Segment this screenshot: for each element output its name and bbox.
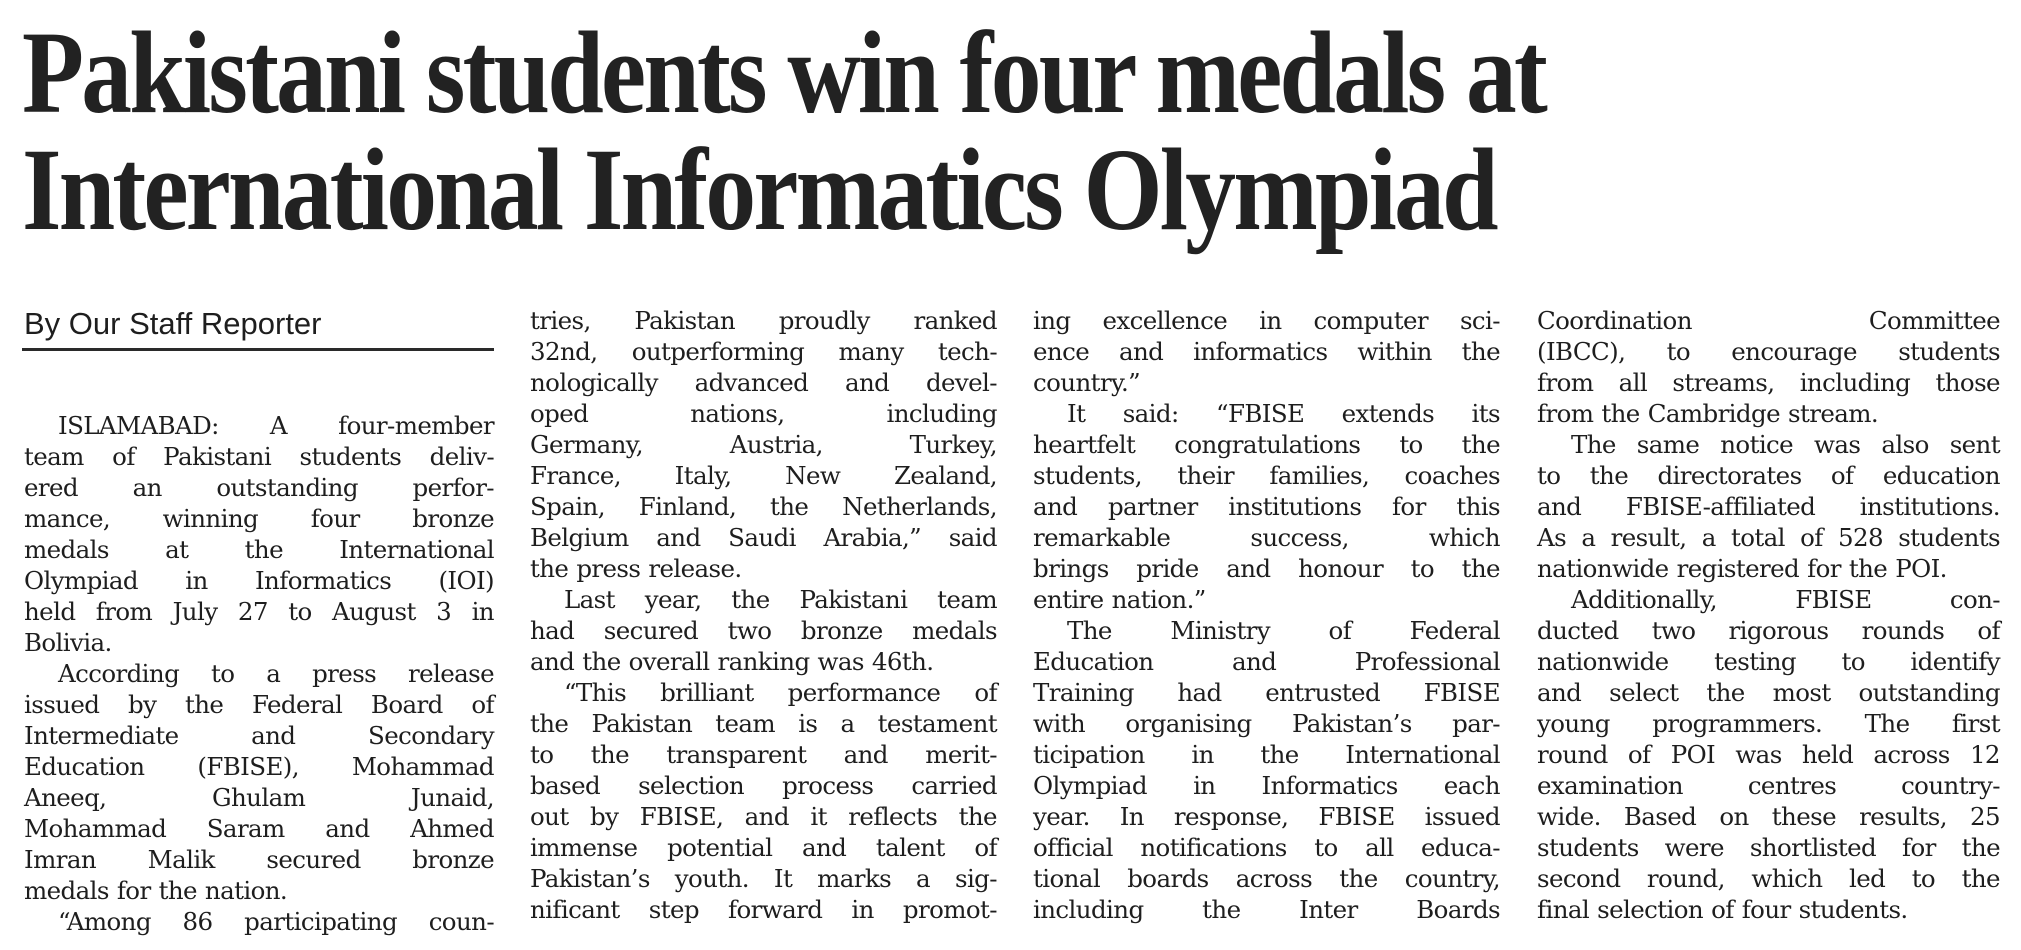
text-line: ing excellence in computer sci- <box>1033 306 1500 335</box>
byline-divider <box>22 348 494 351</box>
text-line: country.” <box>1033 368 1141 397</box>
text-line: round of POI was held across 12 <box>1537 740 2000 769</box>
text-line: Olympiad in Informatics each <box>1033 771 1500 800</box>
text-line: students, their families, coaches <box>1033 461 1500 490</box>
text-line: nificant step forward in promot- <box>530 895 997 924</box>
text-line: “This brilliant performance of <box>564 678 997 707</box>
byline: By Our Staff Reporter <box>24 306 322 341</box>
text-line: The same notice was also sent <box>1571 430 2000 459</box>
text-line: Spain, Finland, the Netherlands, <box>530 492 997 521</box>
text-line: medals for the nation. <box>24 876 288 905</box>
text-line: from all streams, including those <box>1537 368 2000 397</box>
text-line: As a result, a total of 528 students <box>1537 523 2000 552</box>
text-line: Education (FBISE), Mohammad <box>24 752 494 781</box>
text-line: with organising Pakistan’s par- <box>1033 709 1500 738</box>
text-line: It said: “FBISE extends its <box>1067 399 1500 428</box>
text-line: tional boards across the country, <box>1033 864 1500 893</box>
text-line: mance, winning four bronze <box>24 504 494 533</box>
text-line: and select the most outstanding <box>1537 678 2000 707</box>
text-line: to the directorates of education <box>1537 461 2000 490</box>
text-line: Olympiad in Informatics (IOI) <box>24 566 494 595</box>
text-line: second round, which led to the <box>1537 864 2000 893</box>
text-line: and partner institutions for this <box>1033 492 1500 521</box>
text-line: Pakistan’s youth. It marks a sig- <box>530 864 997 893</box>
text-line: entire nation.” <box>1033 585 1206 614</box>
text-line: Aneeq, Ghulam Junaid, <box>24 783 494 812</box>
text-line: remarkable success, which <box>1033 523 1500 552</box>
text-line: 32nd, outperforming many tech- <box>530 337 997 366</box>
text-line: and the overall ranking was 46th. <box>530 647 934 676</box>
text-line: students were shortlisted for the <box>1537 833 2000 862</box>
text-line: based selection process carried <box>530 771 997 800</box>
text-line: Germany, Austria, Turkey, <box>530 430 997 459</box>
text-line: heartfelt congratulations to the <box>1033 430 1500 459</box>
text-line: young programmers. The first <box>1537 709 2000 738</box>
text-line: official notifications to all educa- <box>1033 833 1500 862</box>
text-line: The Ministry of Federal <box>1067 616 1500 645</box>
text-line: year. In response, FBISE issued <box>1033 802 1500 831</box>
article-column-1 <box>24 410 494 937</box>
text-line: Education and Professional <box>1033 647 1500 676</box>
text-line: nologically advanced and devel- <box>530 368 997 397</box>
text-line: from the Cambridge stream. <box>1537 399 1879 428</box>
text-line: had secured two bronze medals <box>530 616 997 645</box>
text-line: Training had entrusted FBISE <box>1033 678 1500 707</box>
article-column-2 <box>530 305 997 925</box>
text-line: nationwide registered for the POI. <box>1537 554 1947 583</box>
text-line: ISLAMABAD: A four-member <box>58 411 494 440</box>
text-line: team of Pakistani students deliv- <box>24 442 494 471</box>
headline-line-1: Pakistani students win four medals at <box>22 7 1546 138</box>
text-line: Additionally, FBISE con- <box>1571 585 2000 614</box>
text-line: the Pakistan team is a testament <box>530 709 997 738</box>
text-line: ence and informatics within the <box>1033 337 1500 366</box>
article-column-3 <box>1033 305 1500 925</box>
article-column-4 <box>1537 305 2000 925</box>
text-line: ticipation in the International <box>1033 740 1500 769</box>
text-line: Imran Malik secured bronze <box>24 845 494 874</box>
text-line: oped nations, including <box>530 399 997 428</box>
headline <box>22 7 1733 255</box>
text-line: Coordination Committee <box>1537 306 2000 335</box>
text-line: (IBCC), to encourage students <box>1537 337 2000 366</box>
text-line: According to a press release <box>58 659 494 688</box>
text-line: tries, Pakistan proudly ranked <box>530 306 997 335</box>
text-line: final selection of four students. <box>1537 895 1908 924</box>
text-line: the press release. <box>530 554 742 583</box>
text-line: held from July 27 to August 3 in <box>24 597 494 626</box>
text-line: and FBISE-affiliated institutions. <box>1537 492 2000 521</box>
text-line: medals at the International <box>24 535 494 564</box>
text-line: examination centres country- <box>1537 771 2000 800</box>
text-line: including the Inter Boards <box>1033 895 1500 924</box>
text-line: Intermediate and Secondary <box>24 721 494 750</box>
text-line: Mohammad Saram and Ahmed <box>24 814 494 843</box>
headline-line-2: International Informatics Olympiad <box>22 124 1496 255</box>
text-line: ered an outstanding perfor- <box>24 473 494 502</box>
text-line: wide. Based on these results, 25 <box>1537 802 2000 831</box>
text-line: “Among 86 participating coun- <box>58 907 494 936</box>
text-line: brings pride and honour to the <box>1033 554 1500 583</box>
text-line: issued by the Federal Board of <box>24 690 494 719</box>
text-line: ducted two rigorous rounds of <box>1537 616 2000 645</box>
text-line: France, Italy, New Zealand, <box>530 461 997 490</box>
text-line: Belgium and Saudi Arabia,” said <box>530 523 997 552</box>
text-line: Bolivia. <box>24 628 112 657</box>
text-line: Last year, the Pakistani team <box>564 585 997 614</box>
text-line: to the transparent and merit- <box>530 740 997 769</box>
text-line: out by FBISE, and it reflects the <box>530 802 997 831</box>
text-line: nationwide testing to identify <box>1537 647 2000 676</box>
text-line: immense potential and talent of <box>530 833 997 862</box>
